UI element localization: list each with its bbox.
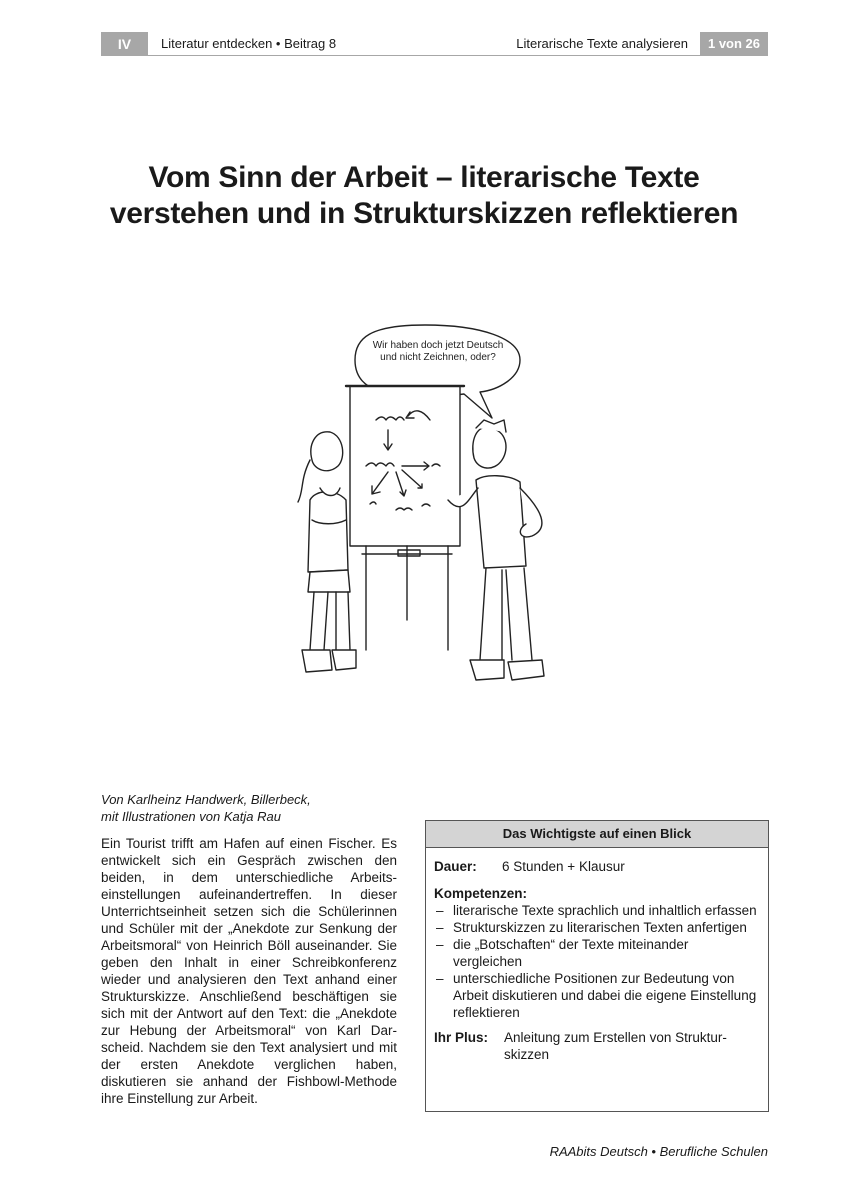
header-rule — [101, 55, 768, 56]
topic-label: Literarische Texte analysieren — [516, 36, 688, 51]
duration-label: Dauer: — [434, 859, 477, 874]
duration-value: 6 Stunden + Klausur — [502, 859, 625, 874]
page-header — [101, 32, 768, 56]
competency-item: – die „Botschaften“ der Texte miteinander vergleichen — [434, 936, 760, 970]
competency-item: – Strukturskizzen zu literarischen Texten anfertigen — [434, 919, 760, 936]
byline-illustrator: mit Illustrationen von Katja Rau — [101, 809, 281, 824]
competencies-label: Kompetenzen: — [434, 886, 528, 901]
title-line-2: verstehen und in Strukturskizzen reflektieren — [109, 197, 739, 230]
summary-box — [425, 820, 769, 1112]
duration-row — [434, 858, 760, 875]
flipchart — [346, 386, 464, 650]
page-footer: RAAbits Deutsch • Berufliche Schulen — [549, 1144, 768, 1159]
plus-label: Ihr Plus: — [434, 1030, 489, 1045]
flipchart-illustration — [280, 320, 570, 695]
boy-figure — [448, 420, 544, 680]
competency-item: – literarische Texte sprachlich und inhaltlich erfassen — [434, 902, 760, 919]
title-line-1: Vom Sinn der Arbeit – literarische Texte — [148, 161, 700, 194]
section-badge: IV — [101, 32, 148, 56]
plus-row — [434, 1029, 760, 1063]
page-counter: 1 von 26 — [700, 32, 768, 56]
competency-item: – unterschiedliche Positionen zur Bedeutung von Arbeit diskutieren und dabei die eigene Einstellung reflektieren — [434, 970, 760, 1021]
byline — [101, 791, 311, 825]
competencies-list — [434, 902, 760, 1021]
bubble-line-2: und nicht Zeichnen, oder? — [380, 352, 496, 363]
plus-value: Anleitung zum Erstellen von Strukturskizzen — [504, 1030, 727, 1062]
girl-figure — [298, 432, 356, 672]
byline-author: Von Karlheinz Handwerk, Billerbeck, — [101, 792, 311, 807]
intro-paragraph: Ein Tourist trifft am Hafen auf einen Fischer. Es entwickelt sich ein Gespräch zwischen den beiden, in dem unterschiedliche Arbeitseinstellungen aufeinandertreffen. In dieser Unterrichtseinheit setzen sich die Schülerinnen und Schüler mit der „Anekdote zur Senkung der Arbeitsmoral“ von Heinrich Böll auseinander. Sie geben den Inhalt in einer Schreibkonferenz wieder und analysieren den Text anhand einer Strukturskizze. Anschließend beschäftigen sie sich mit der Antwort auf den Text: die „Anekdote zur Hebung der Arbeitsmoral“ von Karl Darscheid. Nachdem sie den Text analysiert und mit der ersten Anekdote verglichen haben, diskutieren sie anhand der Fishbowl-Methode ihre Einstellung zur Arbeit. — [101, 836, 397, 1106]
summary-box-heading: Das Wichtigste auf einen Blick — [426, 821, 768, 848]
series-label: Literatur entdecken • Beitrag 8 — [161, 36, 337, 51]
bubble-line-1: Wir haben doch jetzt Deutsch — [372, 340, 504, 351]
page-title — [60, 160, 788, 232]
